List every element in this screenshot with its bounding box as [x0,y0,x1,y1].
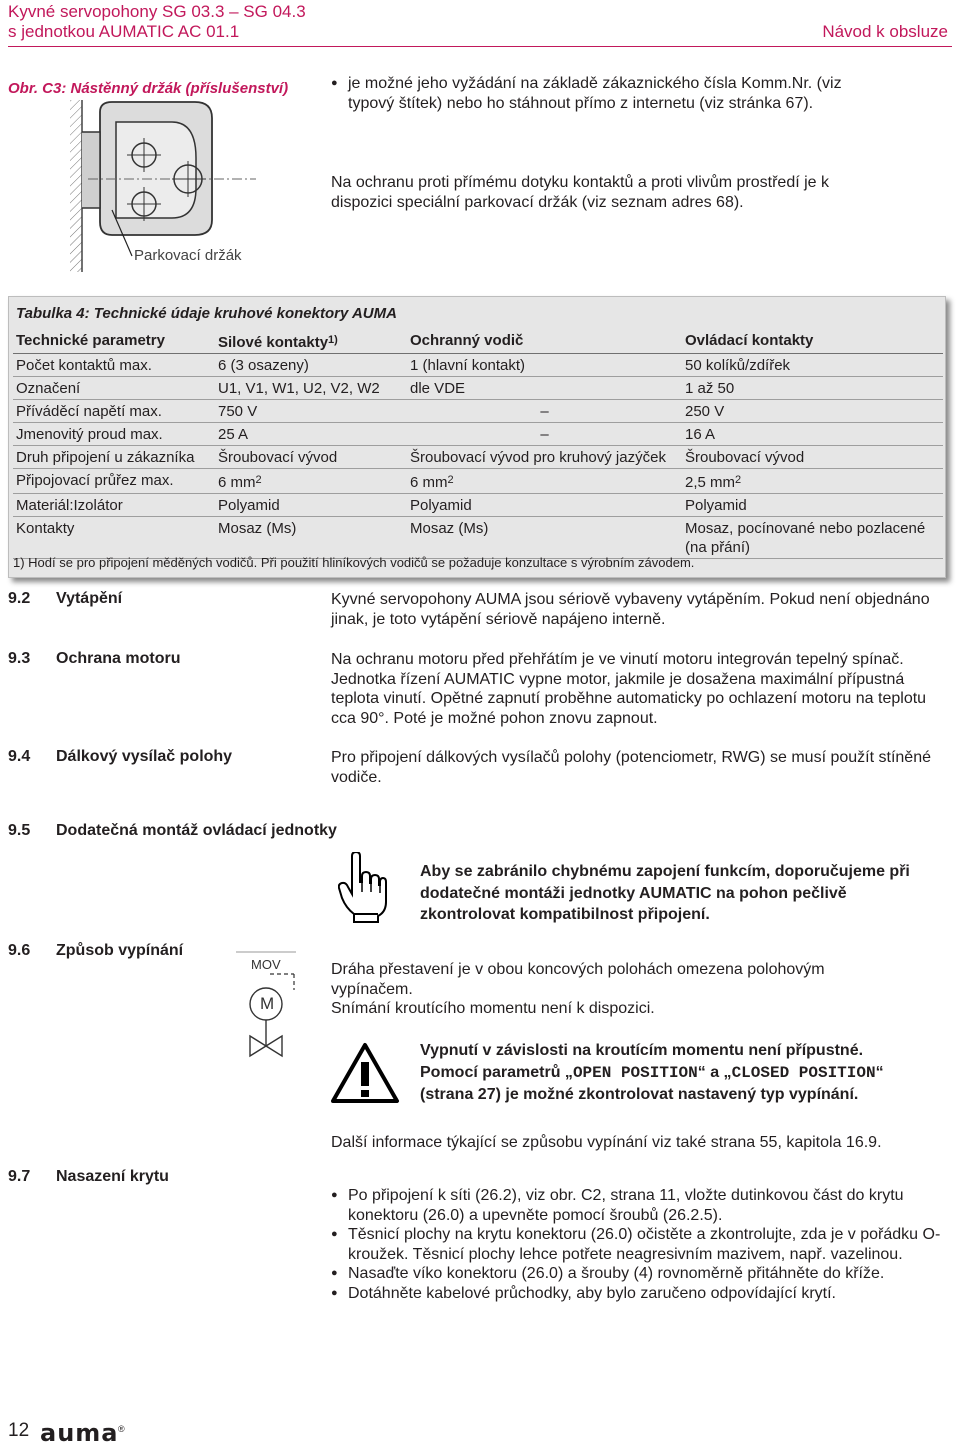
list-item: ● Dotáhněte kabelové průchodky, aby bylo zaručeno odpovídající krytí. [331,1284,946,1304]
page-number: 12 [8,1420,30,1441]
table-row: Materiál:Izolátor Polyamid Polyamid Polyamid [13,494,943,517]
section-number: 9.7 [8,1168,31,1185]
symbol-motor-label: M [260,994,275,1013]
table-header-cell: Silové kontakty$^{1)}$ [215,329,407,354]
registered-mark: ® [118,1424,125,1434]
section-number: 9.4 [8,748,31,765]
section-title: Vytápění [56,590,123,607]
section-text: Další informace týkající se způsobu vypínání viz také strana 55, kapitola 16.9. [331,1134,882,1151]
section-title: Dodatečná montáž ovládací jednotky [56,822,337,839]
table-header-cell: Technické parametry [13,329,215,354]
table-row: Počet kontaktů max. 6 (3 osazeny) 1 (hlavní kontakt) 50 kolíků/zdířek [13,354,943,377]
table-row: Kontakty Mosaz (Ms) Mosaz (Ms) Mosaz, pocínované nebo pozlacené (na přání) [13,517,943,559]
table-title: Tabulka 4: Technické údaje kruhové konektory AUMA [16,305,397,322]
table-footnote: 1) Hodí se pro připojení měděných vodičů. Při použití hliníkových vodičů se požaduje konzultace s výrobním závodem. [13,555,695,570]
section-number: 9.5 [8,822,31,839]
header-title-line1: Kyvné servopohony SG 03.3 – SG 04.3 [8,2,306,21]
intro-bullet-list [331,74,886,113]
list-item: ● Nasaďte víko konektoru (26.0) a šrouby (4) rovnoměrně přitáhněte do kříže. [331,1264,946,1284]
note-text: Aby se zabránilo chybnému zapojení funkcím, doporučujeme při dodatečné montáži jednotky AUMATIC na pohon pečlivě zkontrolovat kompatibilnost připojení. [420,863,910,923]
section-title: Dálkový vysílač polohy [56,748,233,765]
header-doc-type: Návod k obsluze [822,22,948,41]
warning-exclamation-icon [330,1042,400,1104]
section-text: Kyvné servopohony AUMA jsou sériově vybaveny vytápěním. Pokud není objednáno jinak, je toto vytápění sériově napájeno interně. [331,591,930,628]
symbol-mov-label: MOV [251,957,281,972]
table-header-cell: Ochranný vodič [407,329,682,354]
figure-label: Parkovací držák [134,247,242,264]
table-row: Druh připojení u zákazníka Šroubovací vývod Šroubovací vývod pro kruhový jazýček Šroubovací vývod [13,446,943,469]
wall-bracket-drawing [60,60,260,275]
section-number: 9.3 [8,650,31,667]
list-item: ● Po připojení k síti (26.2), viz obr. C2, strana 11, vložte dutinkovou část do krytu konektoru (26.0) a upevněte pomocí šroubů (26.2.5). [331,1186,946,1225]
table-header-cell: Ovládací kontakty [682,329,943,354]
warning-text: Vypnutí v závislosti na kroutícím momentu není přípustné. Pomocí parametrů „OPEN POSITION“ a „CLOSED POSITION“ (strana 27) je možné zkontrolovat nastavený typ vypínání. [420,1042,884,1103]
section-title: Nasazení krytu [56,1168,169,1185]
intro-paragraph: Na ochranu proti přímému dotyku kontaktů a proti vlivům prostředí je k dispozici speciální parkovací držák (viz seznam adres 68). [331,174,829,211]
list-item: ● je možné jeho vyžádání na základě zákaznického čísla Komm.Nr. (viz typový štítek) nebo ho stáhnout přímo z internetu (viz stránka 67). [331,74,886,113]
table-header-row [13,329,943,354]
section-number: 9.2 [8,590,31,607]
list-item: ● Těsnicí plochy na krytu konektoru (26.0) očistěte a zkontrolujte, zda je v pořádku O-kroužek. Těsnicí plochy lehce potřete neagresivním mazivem, např. vazelinou. [331,1225,946,1264]
section-text: Na ochranu motoru před přehřátím je ve vinutí motoru integrován tepelný spínač. Jednotka řízení AUMATIC vypne motor, jakmile je dosažena maximální přípustná teplota vinutí. Opětné zapnutí proběhne automaticky po ochlazení motoru na teplotu cca 90°. Poté je možné pohon znovu zapnout. [331,651,927,727]
cover-steps-list [331,1186,946,1303]
hand-pointer-icon [338,852,388,924]
table-row: Jmenovitý proud max. 25 A – 16 A [13,423,943,446]
auma-logo: auma [40,1419,119,1447]
header-title-line2: s jednotkou AUMATIC AC 01.1 [8,22,240,41]
section-title: Ochrana motoru [56,650,181,667]
table-row: Označení U1, V1, W1, U2, V2, W2 dle VDE 1 až 50 [13,377,943,400]
section-text: Dráha přestavení je v obou koncových polohách omezena polohovým vypínačem. [331,961,825,998]
table-row: Příváděcí napětí max. 750 V – 250 V [13,400,943,423]
technical-data-table [13,329,943,559]
header-divider [8,46,952,47]
section-number: 9.6 [8,942,31,959]
section-text: Pro připojení dálkových vysílačů polohy (potenciometr, RWG) se musí použít stíněné vodiče. [331,749,931,786]
table-row: Připojovací průřez max. 6 $mm^2$ 6 $mm^2$ 2,5 $mm^2$ [13,469,943,494]
technical-data-table-box [8,296,946,578]
figure-caption: Obr. C3: Nástěnný držák (příslušenství) [8,80,289,97]
section-title: Způsob vypínání [56,942,184,959]
section-text: Snímání kroutícího momentu není k dispozici. [331,1000,655,1017]
